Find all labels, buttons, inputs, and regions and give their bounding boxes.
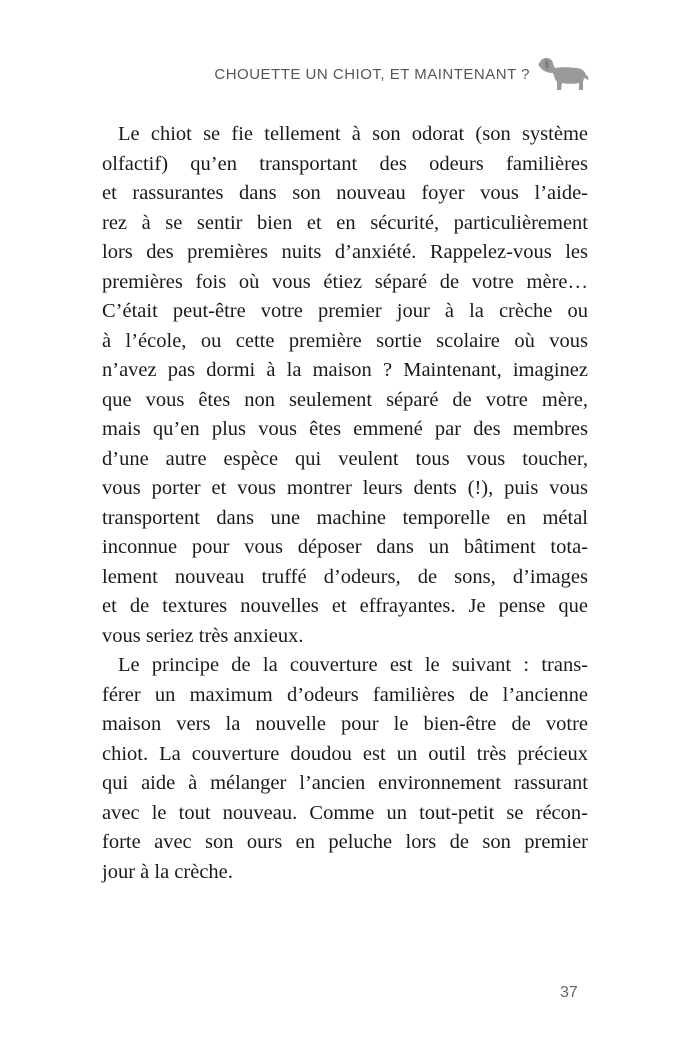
text-line: maison vers la nouvelle pour le bien-être de votre bbox=[102, 713, 588, 735]
text-line: à l’école, ou cette première sortie scolaire où vous bbox=[102, 329, 588, 352]
text-line: Le principe de la couverture est le suivant : trans- bbox=[118, 654, 588, 676]
text-line: férer un maximum d’odeurs familières de l’ancienne bbox=[102, 683, 588, 706]
text-line: que vous êtes non seulement séparé de votre mère, bbox=[102, 388, 588, 411]
dog-icon bbox=[536, 56, 590, 92]
body-text bbox=[102, 120, 588, 887]
text-line: C’était peut-être votre premier jour à la crèche ou bbox=[102, 300, 588, 322]
text-line: vous porter et vous montrer leurs dents (!), puis vous bbox=[102, 477, 588, 499]
text-line: forte avec son ours en peluche lors de son premier bbox=[102, 831, 588, 853]
page-number: 37 bbox=[560, 984, 578, 1001]
text-line: lement nouveau truffé d’odeurs, de sons, d’images bbox=[102, 565, 588, 588]
running-header bbox=[0, 56, 700, 96]
text-line: Le chiot se fie tellement à son odorat (son système bbox=[118, 123, 588, 145]
paragraph-1 bbox=[102, 120, 588, 651]
text-line: olfactif) qu’en transportant des odeurs familières bbox=[102, 152, 588, 175]
running-header-title: CHOUETTE UN CHIOT, ET MAINTENANT ? bbox=[214, 66, 530, 83]
text-line: et de textures nouvelles et effrayantes. Je pense que bbox=[102, 595, 588, 617]
text-line: et rassurantes dans son nouveau foyer vous l’aide- bbox=[102, 182, 588, 204]
text-line: jour à la crèche. bbox=[102, 860, 233, 883]
text-line: chiot. La couverture doudou est un outil très précieux bbox=[102, 742, 588, 765]
text-line: rez à se sentir bien et en sécurité, particulièrement bbox=[102, 211, 588, 234]
text-line: premières fois où vous étiez séparé de votre mère… bbox=[102, 270, 588, 293]
text-line: avec le tout nouveau. Comme un tout-petit se récon- bbox=[102, 801, 588, 824]
text-line: mais qu’en plus vous êtes emmené par des membres bbox=[102, 418, 588, 440]
text-line: vous seriez très anxieux. bbox=[102, 624, 304, 647]
text-line: d’une autre espèce qui veulent tous vous toucher, bbox=[102, 447, 588, 470]
text-line: n’avez pas dormi à la maison ? Maintenant, imaginez bbox=[102, 359, 588, 381]
paragraph-2 bbox=[102, 651, 588, 887]
text-line: lors des premières nuits d’anxiété. Rappelez-vous les bbox=[102, 241, 588, 263]
text-line: qui aide à mélanger l’ancien environnement rassurant bbox=[102, 772, 588, 794]
text-line: inconnue pour vous déposer dans un bâtiment tota- bbox=[102, 536, 588, 558]
text-line: transportent dans une machine temporelle en métal bbox=[102, 506, 588, 529]
